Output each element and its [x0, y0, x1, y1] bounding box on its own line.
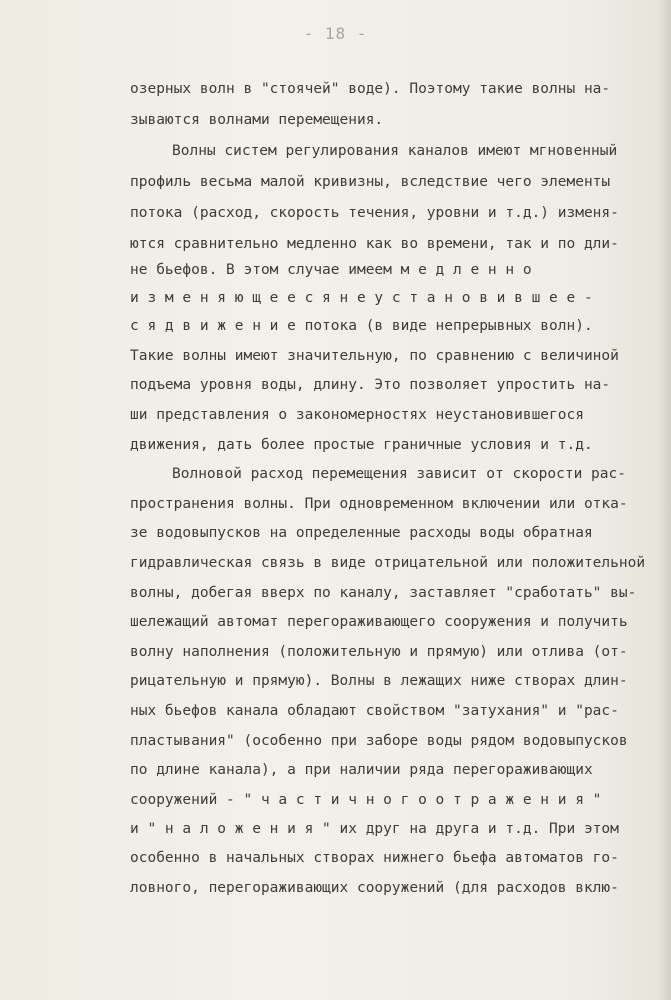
text-line-14: Волновой расход перемещения зависит от скорости рас-	[172, 466, 626, 482]
text-line-7: не бьефов. В этом случае имеем м е д л е н н о	[130, 262, 532, 278]
text-line-27: особенно в начальных створах нижнего бьефа автоматов го-	[130, 850, 619, 866]
text-line-12: ши представления о закономерностях неустановившегося	[130, 407, 584, 423]
text-line-8: и з м е н я ю щ е е с я н е у с т а н о в и в ш е е -	[130, 290, 593, 306]
text-line-10: Такие волны имеют значительную, по сравнению с величиной	[130, 348, 619, 364]
text-line-26: и " н а л о ж е н и я " их друг на друга и т.д. При этом	[130, 821, 619, 837]
text-line-25: сооружений - " ч а с т и ч н о г о о т р а ж е н и я "	[130, 792, 602, 808]
text-line-4: профиль весьма малой кривизны, вследствие чего элементы	[130, 174, 611, 190]
text-line-1: озерных волн в "стоячей" воде). Поэтому такие волны на-	[130, 81, 611, 97]
text-line-19: шележащий автомат перегораживающего сооружения и получить	[130, 614, 628, 630]
text-line-9: с я д в и ж е н и е потока (в виде непрерывных волн).	[130, 318, 593, 334]
text-line-2: зываются волнами перемещения.	[130, 112, 384, 128]
text-line-28: ловного, перегораживающих сооружений (для расходов вклю-	[130, 880, 619, 896]
text-line-15: пространения волны. При одновременном включении или отка-	[130, 496, 628, 512]
text-line-17: гидравлическая связь в виде отрицательной или положительной	[130, 555, 646, 571]
text-line-16: зе водовыпусков на определенные расходы воды обратная	[130, 525, 593, 541]
text-line-11: подъема уровня воды, длину. Это позволяет упростить на-	[130, 377, 611, 393]
text-line-18: волны, добегая вверх по каналу, заставляет "сработать" вы-	[130, 585, 637, 601]
text-line-5: потока (расход, скорость течения, уровни и т.д.) изменя-	[130, 205, 619, 221]
text-line-21: рицательную и прямую). Волны в лежащих ниже створах длин-	[130, 673, 628, 689]
text-line-13: движения, дать более простые граничные условия и т.д.	[130, 437, 593, 453]
text-line-3: Волны систем регулирования каналов имеют мгновенный	[172, 143, 618, 159]
page-number: - 18 -	[303, 24, 368, 43]
text-line-20: волну наполнения (положительную и прямую) или отлива (от-	[130, 644, 628, 660]
page-edge-shadow	[657, 0, 671, 1000]
text-line-24: по длине канала), а при наличии ряда перегораживающих	[130, 762, 593, 778]
text-line-22: ных бьефов канала обладают свойством "затухания" и "рас-	[130, 703, 619, 719]
text-line-23: пластывания" (особенно при заборе воды рядом водовыпусков	[130, 733, 628, 749]
text-line-6: ются сравнительно медленно как во времени, так и по дли-	[130, 236, 619, 252]
